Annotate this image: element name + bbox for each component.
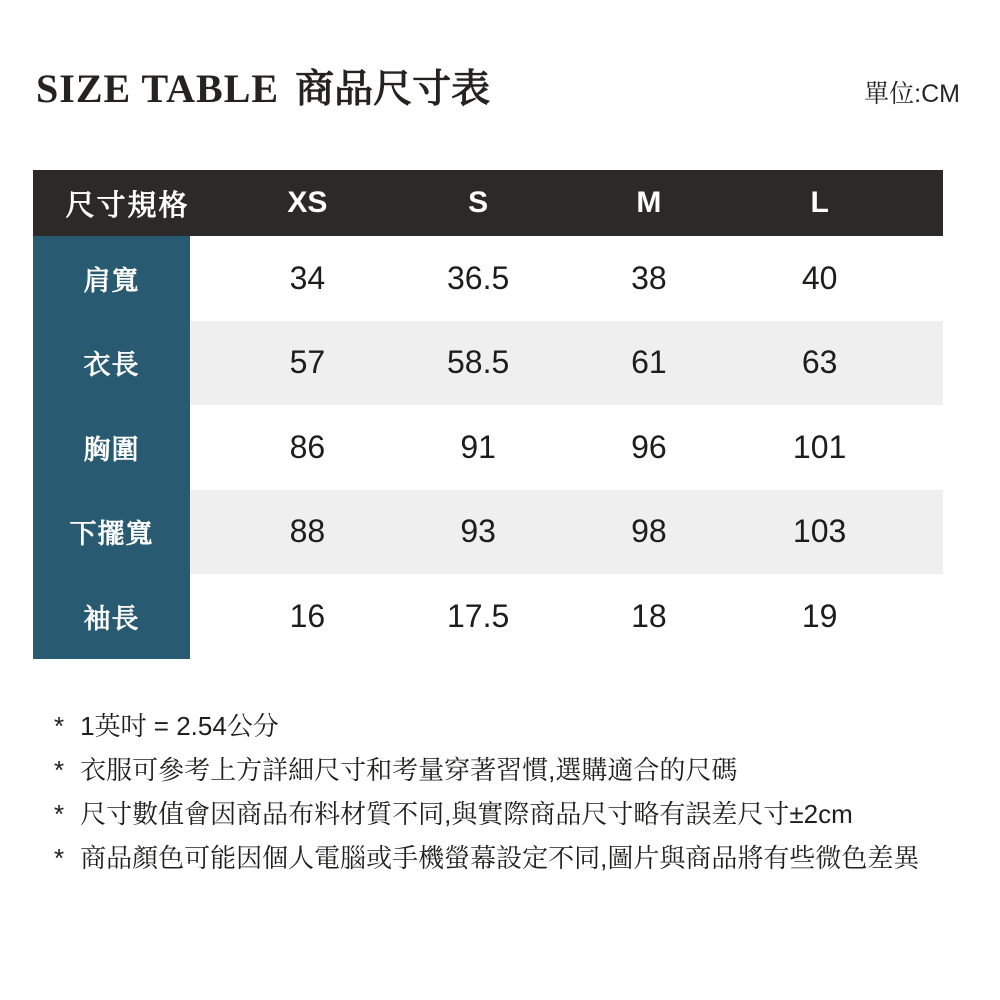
note-item xyxy=(54,748,964,792)
note-text: 尺寸數值會因商品布料材質不同,與實際商品尺寸略有誤差尺寸±2cm xyxy=(80,799,853,829)
notes-list xyxy=(54,704,964,880)
size-cell: 17.5 xyxy=(446,597,510,634)
header-cell-size-s: S xyxy=(468,186,489,219)
table-row-hem xyxy=(33,490,943,575)
asterisk-marker: * xyxy=(54,843,65,873)
size-cell: 98 xyxy=(631,513,667,550)
table-row-shoulder xyxy=(33,236,943,321)
size-cell: 101 xyxy=(792,428,847,465)
note-text: 商品顏色可能因個人電腦或手機螢幕設定不同,圖片與商品將有些微色差異 xyxy=(80,843,920,873)
size-cell: 103 xyxy=(792,513,847,550)
size-cell: 16 xyxy=(289,597,326,634)
size-cell: 88 xyxy=(289,513,326,550)
size-cell: 91 xyxy=(460,428,496,465)
size-cell: 18 xyxy=(631,597,667,634)
row-label-chest: 胸圍 xyxy=(33,405,190,490)
table-row-length xyxy=(33,321,943,406)
size-cell: 93 xyxy=(460,513,496,550)
row-label-hem: 下擺寬 xyxy=(33,490,190,575)
size-cell: 57 xyxy=(289,344,326,381)
page-title xyxy=(36,58,490,114)
header-cell-spec: 尺寸規格 xyxy=(65,189,190,222)
asterisk-marker: * xyxy=(54,799,65,829)
header-cell-size-m: M xyxy=(636,186,662,219)
note-item xyxy=(54,704,964,748)
note-text: 1英吋 = 2.54公分 xyxy=(80,711,279,741)
size-cell: 36.5 xyxy=(446,259,510,296)
header-cell-size-xs: XS xyxy=(287,186,328,219)
table-row-sleeve xyxy=(33,574,943,659)
row-label-sleeve: 袖長 xyxy=(33,574,190,659)
size-cell: 86 xyxy=(289,428,326,465)
row-label-shoulder: 肩寬 xyxy=(33,236,190,321)
size-cell: 34 xyxy=(289,259,326,296)
size-cell: 58.5 xyxy=(446,344,510,381)
header-cell-size-l: L xyxy=(810,186,829,219)
note-item xyxy=(54,836,964,880)
title-row xyxy=(36,58,960,114)
size-cell: 19 xyxy=(801,597,838,634)
asterisk-marker: * xyxy=(54,755,65,785)
row-label-length: 衣長 xyxy=(33,321,190,406)
size-cell: 96 xyxy=(631,428,667,465)
note-item xyxy=(54,792,964,836)
title-english: SIZE TABLE xyxy=(36,66,280,111)
size-table xyxy=(33,170,943,659)
asterisk-marker: * xyxy=(54,711,65,741)
size-cell: 63 xyxy=(801,344,838,381)
table-header-row xyxy=(33,170,943,236)
note-text: 衣服可參考上方詳細尺寸和考量穿著習慣,選購適合的尺碼 xyxy=(80,755,738,785)
table-row-chest xyxy=(33,405,943,490)
size-cell: 61 xyxy=(631,344,667,381)
size-cell: 38 xyxy=(631,259,667,296)
title-chinese: 商品尺寸表 xyxy=(295,68,491,111)
size-cell: 40 xyxy=(801,259,838,296)
unit-label: 單位:CM xyxy=(864,80,960,108)
